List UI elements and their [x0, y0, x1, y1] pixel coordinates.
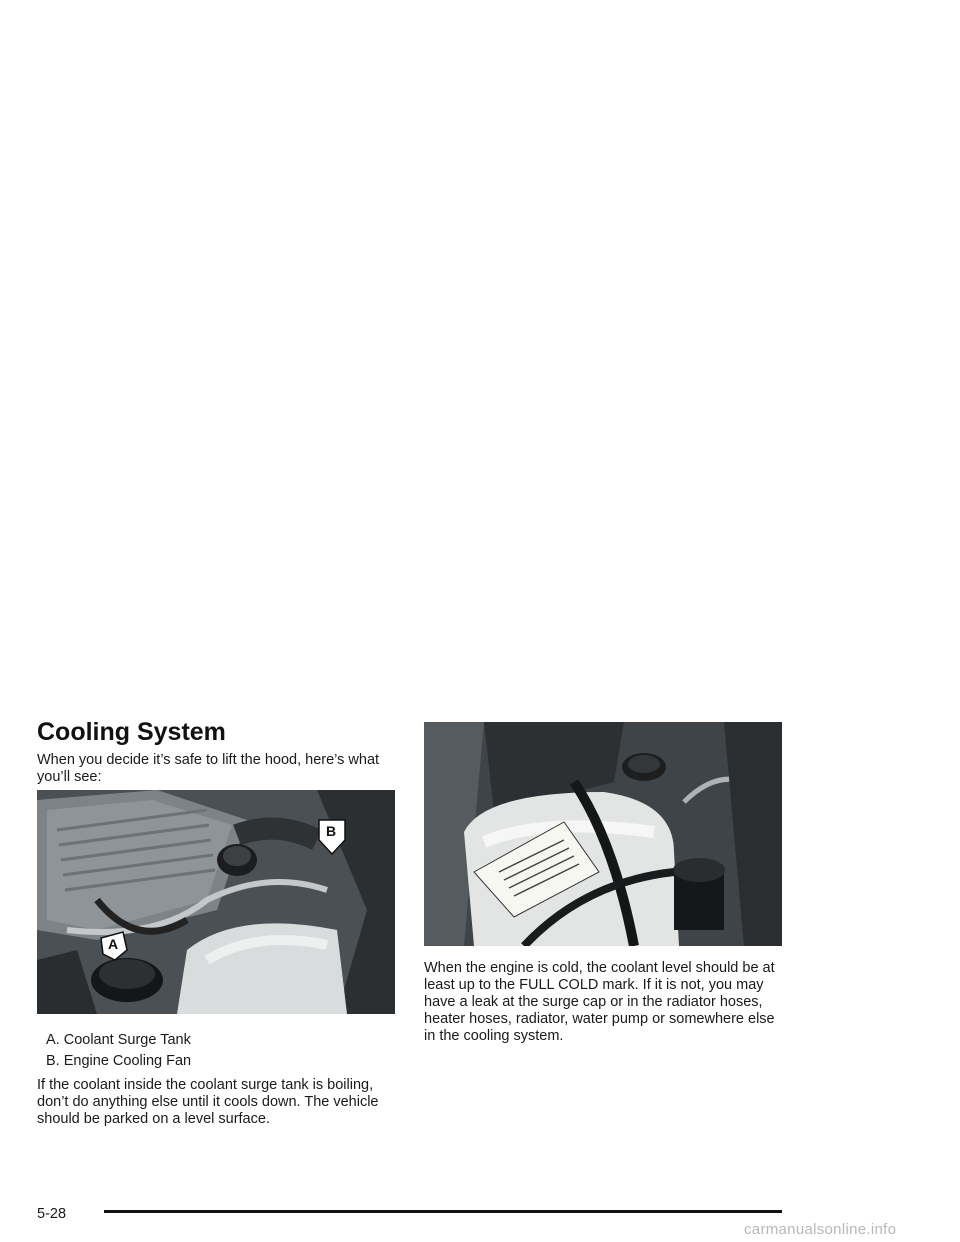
caption-b: B. Engine Cooling Fan: [46, 1053, 192, 1069]
engine-bay-photo: [37, 790, 395, 1014]
boiling-warning-paragraph: If the coolant inside the coolant surge tank is boiling, don’t do anything else until it cools down. The vehicle should be parked on a level surface.: [37, 1077, 379, 1127]
surge-tank-photo: [424, 722, 782, 946]
page-number: 5-28: [37, 1206, 67, 1222]
callout-a: [97, 928, 131, 962]
coolant-level-paragraph: When the engine is cold, the coolant level should be at least up to the FULL COLD mark. If it is not, you may have a leak at the surge cap or in the radiator hoses, heater hoses, radiator, water pump or somewhere else in the cooling system.: [424, 960, 775, 1044]
callout-b: [315, 816, 349, 856]
surge-tank-illustration: [424, 722, 782, 946]
caption-a: A. Coolant Surge Tank: [46, 1032, 191, 1048]
intro-paragraph: When you decide it’s safe to lift the hood, here’s what you’ll see:: [37, 752, 380, 785]
watermark: carmanualsonline.info: [744, 1221, 897, 1238]
footer-rule: [104, 1210, 782, 1213]
section-title: Cooling System: [37, 718, 226, 746]
callout-b-label: B: [326, 823, 337, 839]
callout-a-label: A: [108, 936, 119, 952]
